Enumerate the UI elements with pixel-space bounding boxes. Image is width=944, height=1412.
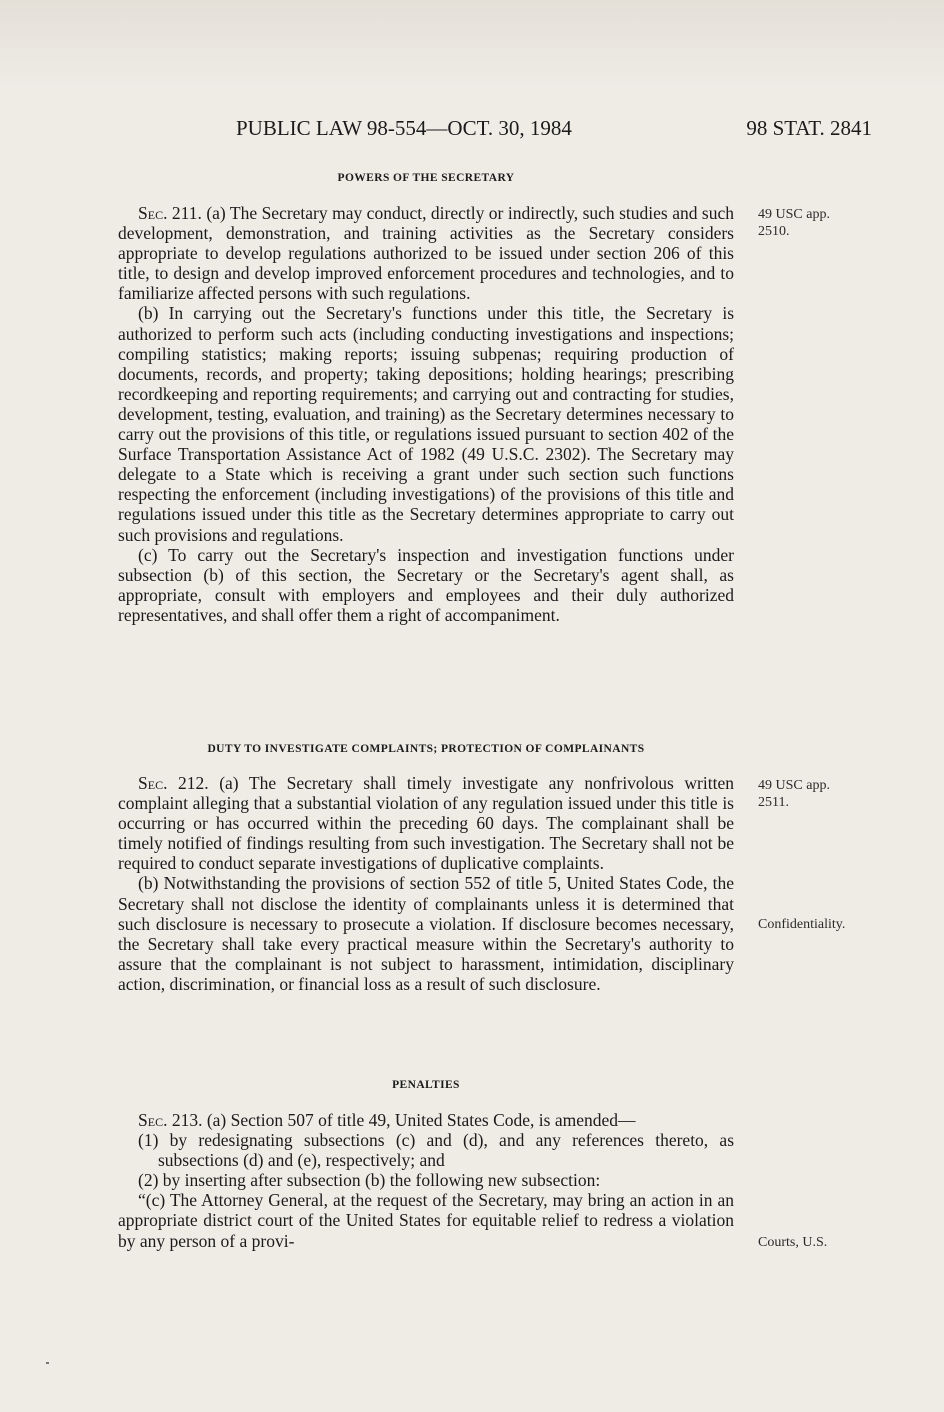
margin-note-2510: 49 USC app. 2510. [758,207,830,239]
sec212-para-b: (b) Notwithstanding the provisions of section 552 of title 5, United States Code, the Secretary shall not disclose the identity of complainants unless it is determined that such disclosure is necessary to prosecute a violation. If disclosure becomes necessary, the Secretary shall take every practical measure within the Secretary's authority to assure that the complainant is not subject to harassment, intimidation, disciplinary action, discrimination, or financial loss as a result of such disclosure. [118,873,734,994]
margin-note-confidentiality: Confidentiality. [758,917,846,932]
section-213-body [118,1110,734,1251]
heading-powers: POWERS OF THE SECRETARY [337,172,515,184]
running-header [118,116,872,146]
sec211-para-b: (b) In carrying out the Secretary's functions under this title, the Secretary is authorized to perform such acts (including conducting investigations and inspections; compiling statistics; making reports; issuing subpenas; requiring production of documents, records, and property; taking depositions; holding hearings; prescribing recordkeeping and reporting requirements; and carrying out and contracting for studies, development, testing, evaluation, and training) as the Secretary determines necessary to carry out the provisions of this title, or regulations issued pursuant to section 402 of the Surface Transportation Assistance Act of 1982 (49 U.S.C. 2302). The Secretary may delegate to a State which is receiving a grant under such section such functions respecting the enforcement (including investigations) of the provisions of this title and regulations issued under this title as the Secretary determines appropriate to carry out such provisions and regulations. [118,303,734,545]
heading-duty-to-investigate: DUTY TO INVESTIGATE COMPLAINTS; PROTECTION OF COMPLAINANTS [207,743,645,755]
sec213-item-2: (2) by inserting after subsection (b) the following new subsection: [138,1170,601,1191]
section-212-body [118,773,734,994]
section-211-body [118,203,734,625]
scan-shadow [0,0,944,90]
margin-note-2511: 49 USC app. 2511. [758,778,830,810]
sec213-quote-c: “(c) The Attorney General, at the request of the Secretary, may bring an action in an appropriate district court of the United States for equitable relief to redress a violation by any person of a provi- [118,1190,734,1251]
sec212-para-a: Sec. 212. (a) The Secretary shall timely investigate any nonfrivolous written complaint alleging that a substantial violation of any regulation issued under this title is occurring or has occurred within the preceding 60 days. The complainant shall be timely notified of findings resulting from such investigation. The Secretary shall not be required to conduct separate investigations of duplicative complaints. [118,773,734,874]
sec211-para-c: (c) To carry out the Secretary's inspection and investigation functions under subsection (b) of this section, the Secretary or the Secretary's agent shall, as appropriate, consult with employers and employees and their duly authorized representatives, and shall offer them a right of accompaniment. [118,544,734,625]
scan-speck [46,1362,49,1364]
header-stat-page: 98 STAT. 2841 [746,116,872,140]
sec211-para-a: Sec. 211. (a) The Secretary may conduct, directly or indirectly, such studies and such development, demonstration, and training activities as the Secretary considers appropriate to develop regulations authorized to be issued under section 206 of this title, to design and develop improved enforcement procedures and technologies, and to familiarize affected persons with such regulations. [118,203,734,304]
sec213-item-1: (1) by redesignating subsections (c) and (d), and any references thereto, as subsections (d) and (e), respectively; and [138,1130,734,1171]
margin-note-courts: Courts, U.S. [758,1235,828,1250]
heading-penalties: PENALTIES [392,1079,460,1091]
header-law-date: PUBLIC LAW 98-554—OCT. 30, 1984 [236,116,572,140]
sec213-para-a: Sec. 213. (a) Section 507 of title 49, United States Code, is amended— [138,1110,636,1130]
